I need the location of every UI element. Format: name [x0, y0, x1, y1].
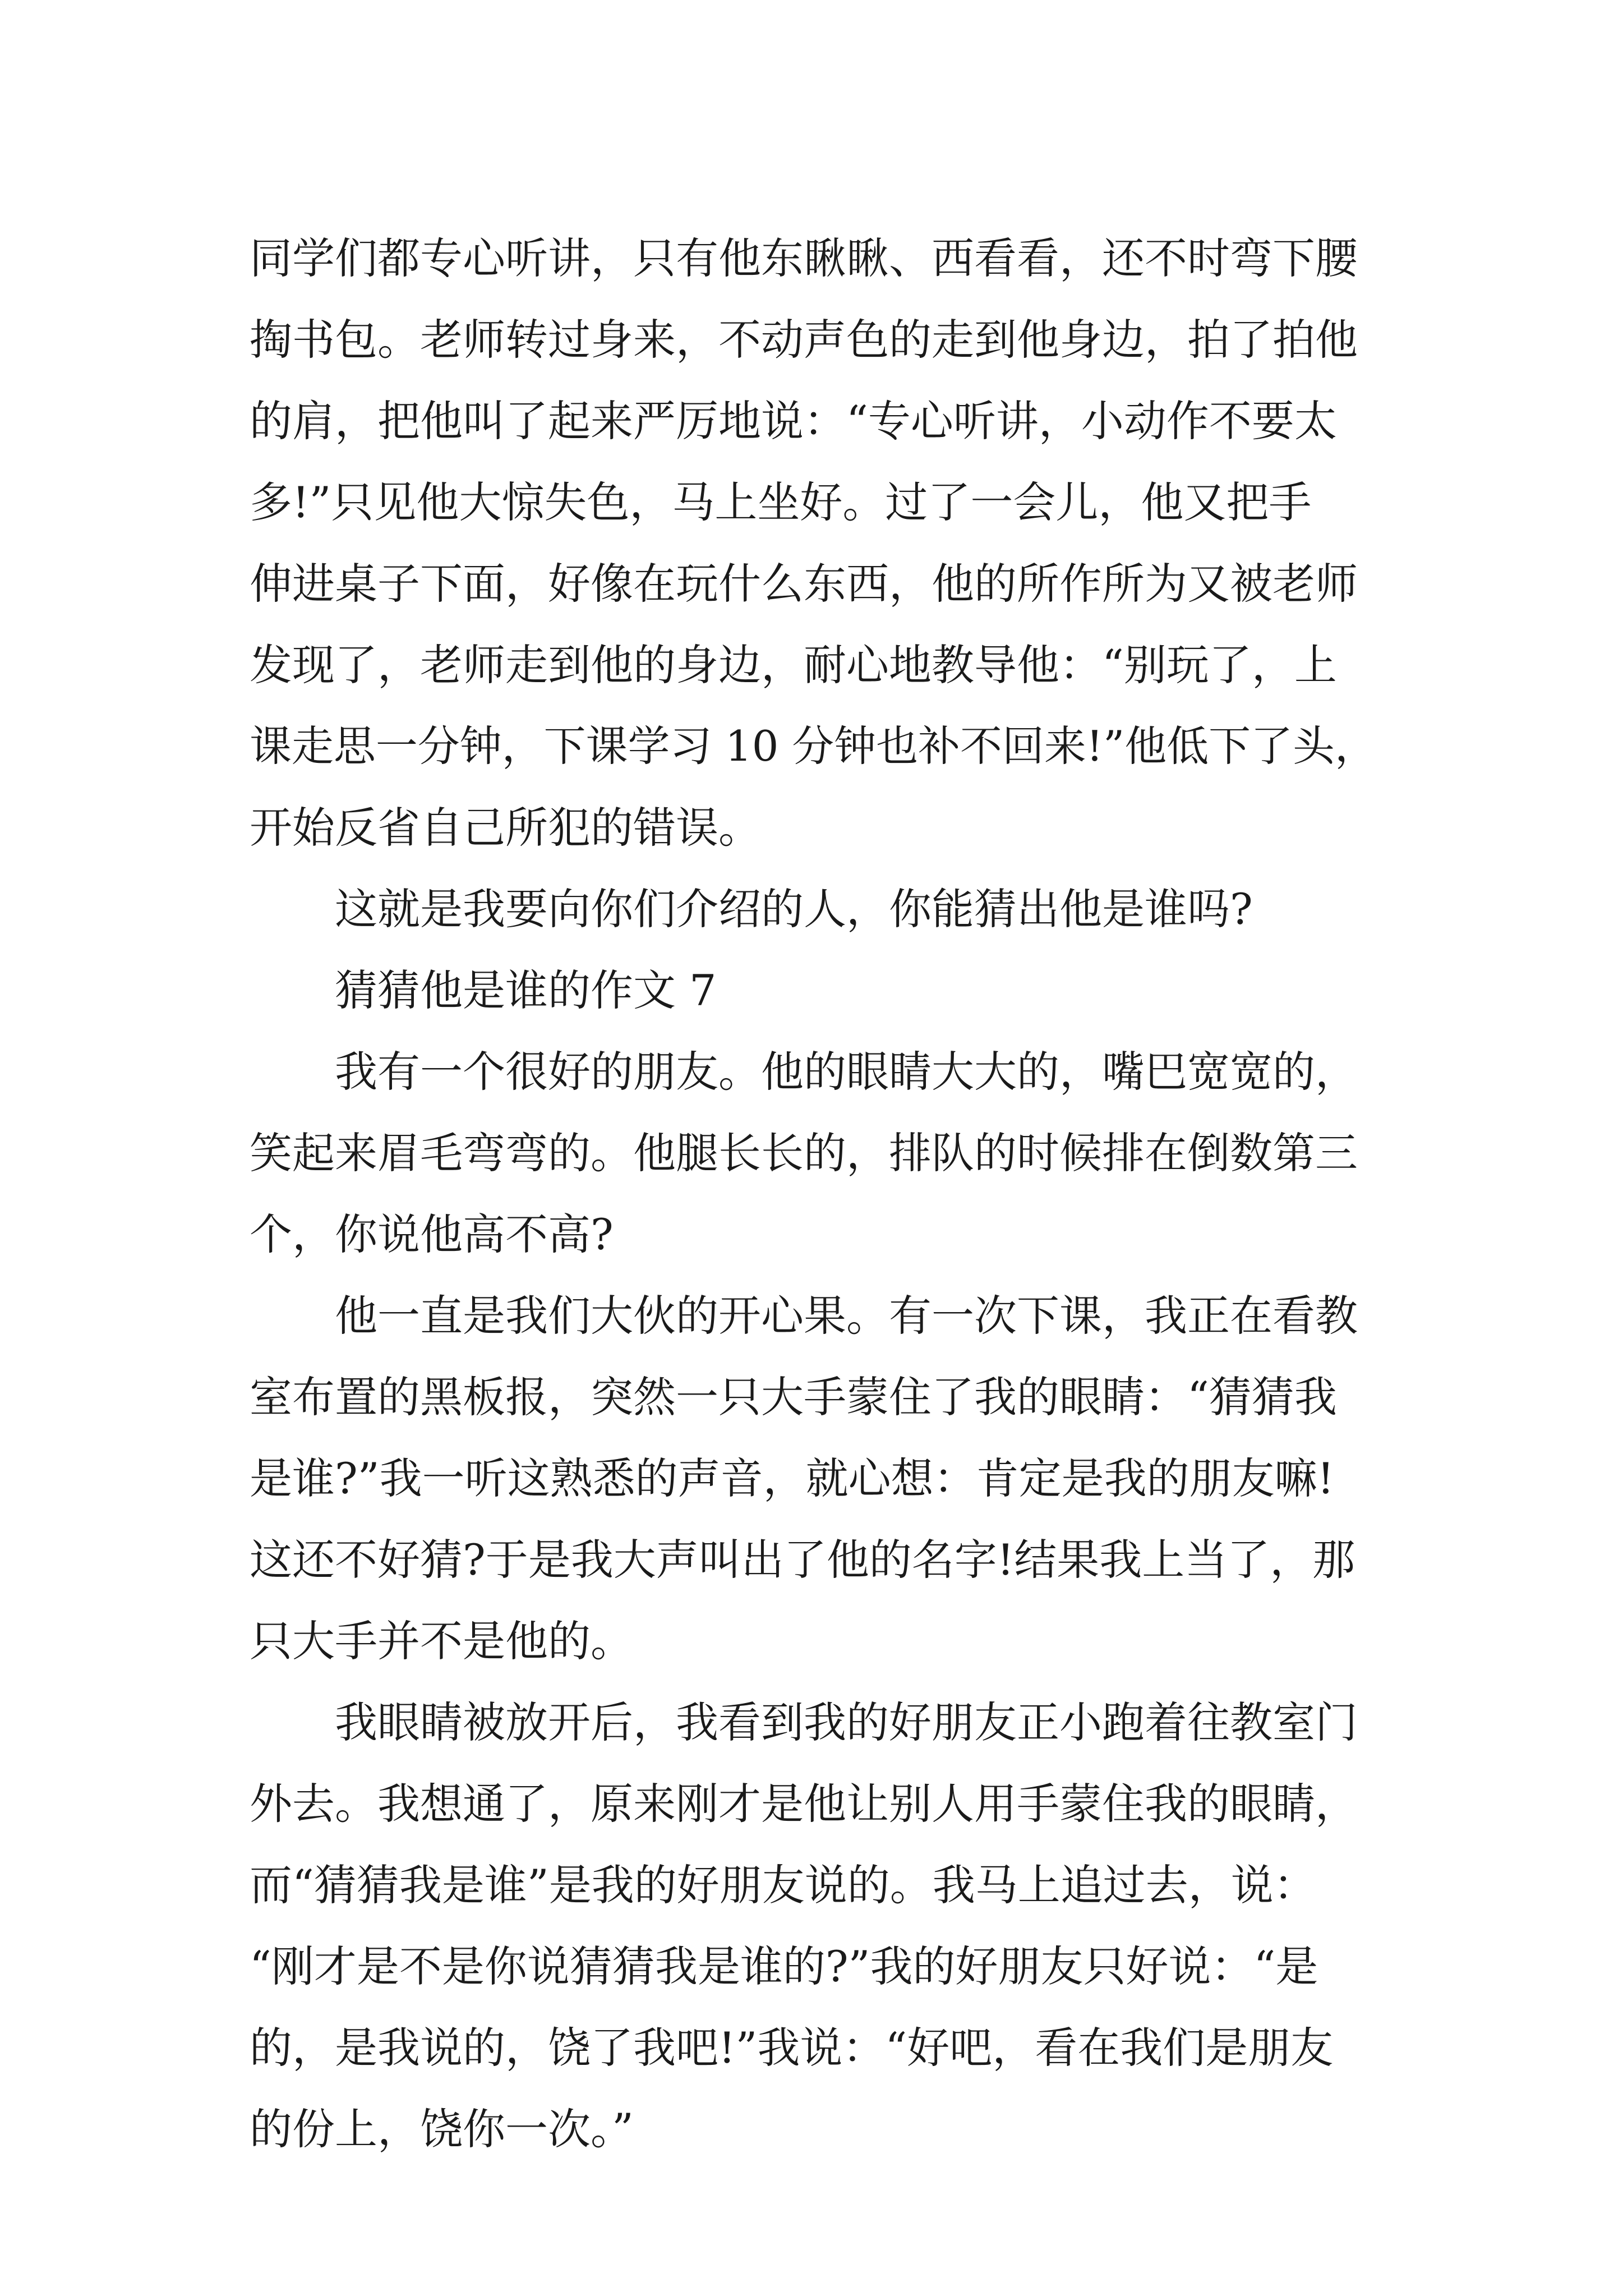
text-line: 个，你说他高不高? [250, 1209, 614, 1259]
text-line: 掏书包。老师转过身来，不动声色的走到他身边，拍了拍他 [250, 315, 1358, 365]
text-line: 猜猜他是谁的作文 7 [335, 965, 717, 1015]
text-line: 是谁?”我一听这熟悉的声音，就心想：肯定是我的朋友嘛! [250, 1453, 1335, 1503]
text-line: 外去。我想通了，原来刚才是他让别人用手蒙住我的眼睛， [250, 1779, 1358, 1829]
text-line: 开始反省自己所犯的错误。 [250, 803, 761, 853]
text-line: 同学们都专心听讲，只有他东瞅瞅、西看看，还不时弯下腰 [250, 233, 1358, 283]
text-line: 我有一个很好的朋友。他的眼睛大大的，嘴巴宽宽的， [335, 1047, 1358, 1097]
text-line: 的肩，把他叫了起来严厉地说：“专心听讲，小动作不要太 [250, 396, 1337, 446]
text-line: 只大手并不是他的。 [250, 1616, 633, 1666]
text-line: 我眼睛被放开后，我看到我的好朋友正小跑着往教室门 [335, 1697, 1358, 1747]
text-line: 笑起来眉毛弯弯的。他腿长长的，排队的时候排在倒数第三 [250, 1128, 1358, 1178]
text-line: 课走思一分钟，下课学习 10 分钟也补不回来!”他低下了头， [250, 721, 1377, 771]
text-line: 多!”只见他大惊失色，马上坐好。过了一会儿，他又把手 [250, 477, 1312, 527]
text-line: 的份上，饶你一次。” [250, 2104, 634, 2154]
text-line: 他一直是我们大伙的开心果。有一次下课，我正在看教 [335, 1291, 1358, 1341]
text-line: 伸进桌子下面，好像在玩什么东西，他的所作所为又被老师 [250, 559, 1358, 609]
text-line: 发现了，老师走到他的身边，耐心地教导他：“别玩了，上 [250, 640, 1337, 690]
essay-text [250, 218, 1377, 2170]
text-line: 这还不好猜?于是我大声叫出了他的名字!结果我上当了，那 [250, 1535, 1355, 1585]
text-line: 的，是我说的，饶了我吧!”我说：“好吧，看在我们是朋友 [250, 2023, 1334, 2073]
text-line: 室布置的黑板报，突然一只大手蒙住了我的眼睛：“猜猜我 [250, 1372, 1337, 1422]
text-line: 这就是我要向你们介绍的人，你能猜出他是谁吗? [335, 884, 1253, 934]
text-line: “刚才是不是你说猜猜我是谁的?”我的好朋友只好说：“是 [250, 1941, 1318, 1991]
text-line: 而“猜猜我是谁”是我的好朋友说的。我马上追过去，说： [250, 1860, 1316, 1910]
